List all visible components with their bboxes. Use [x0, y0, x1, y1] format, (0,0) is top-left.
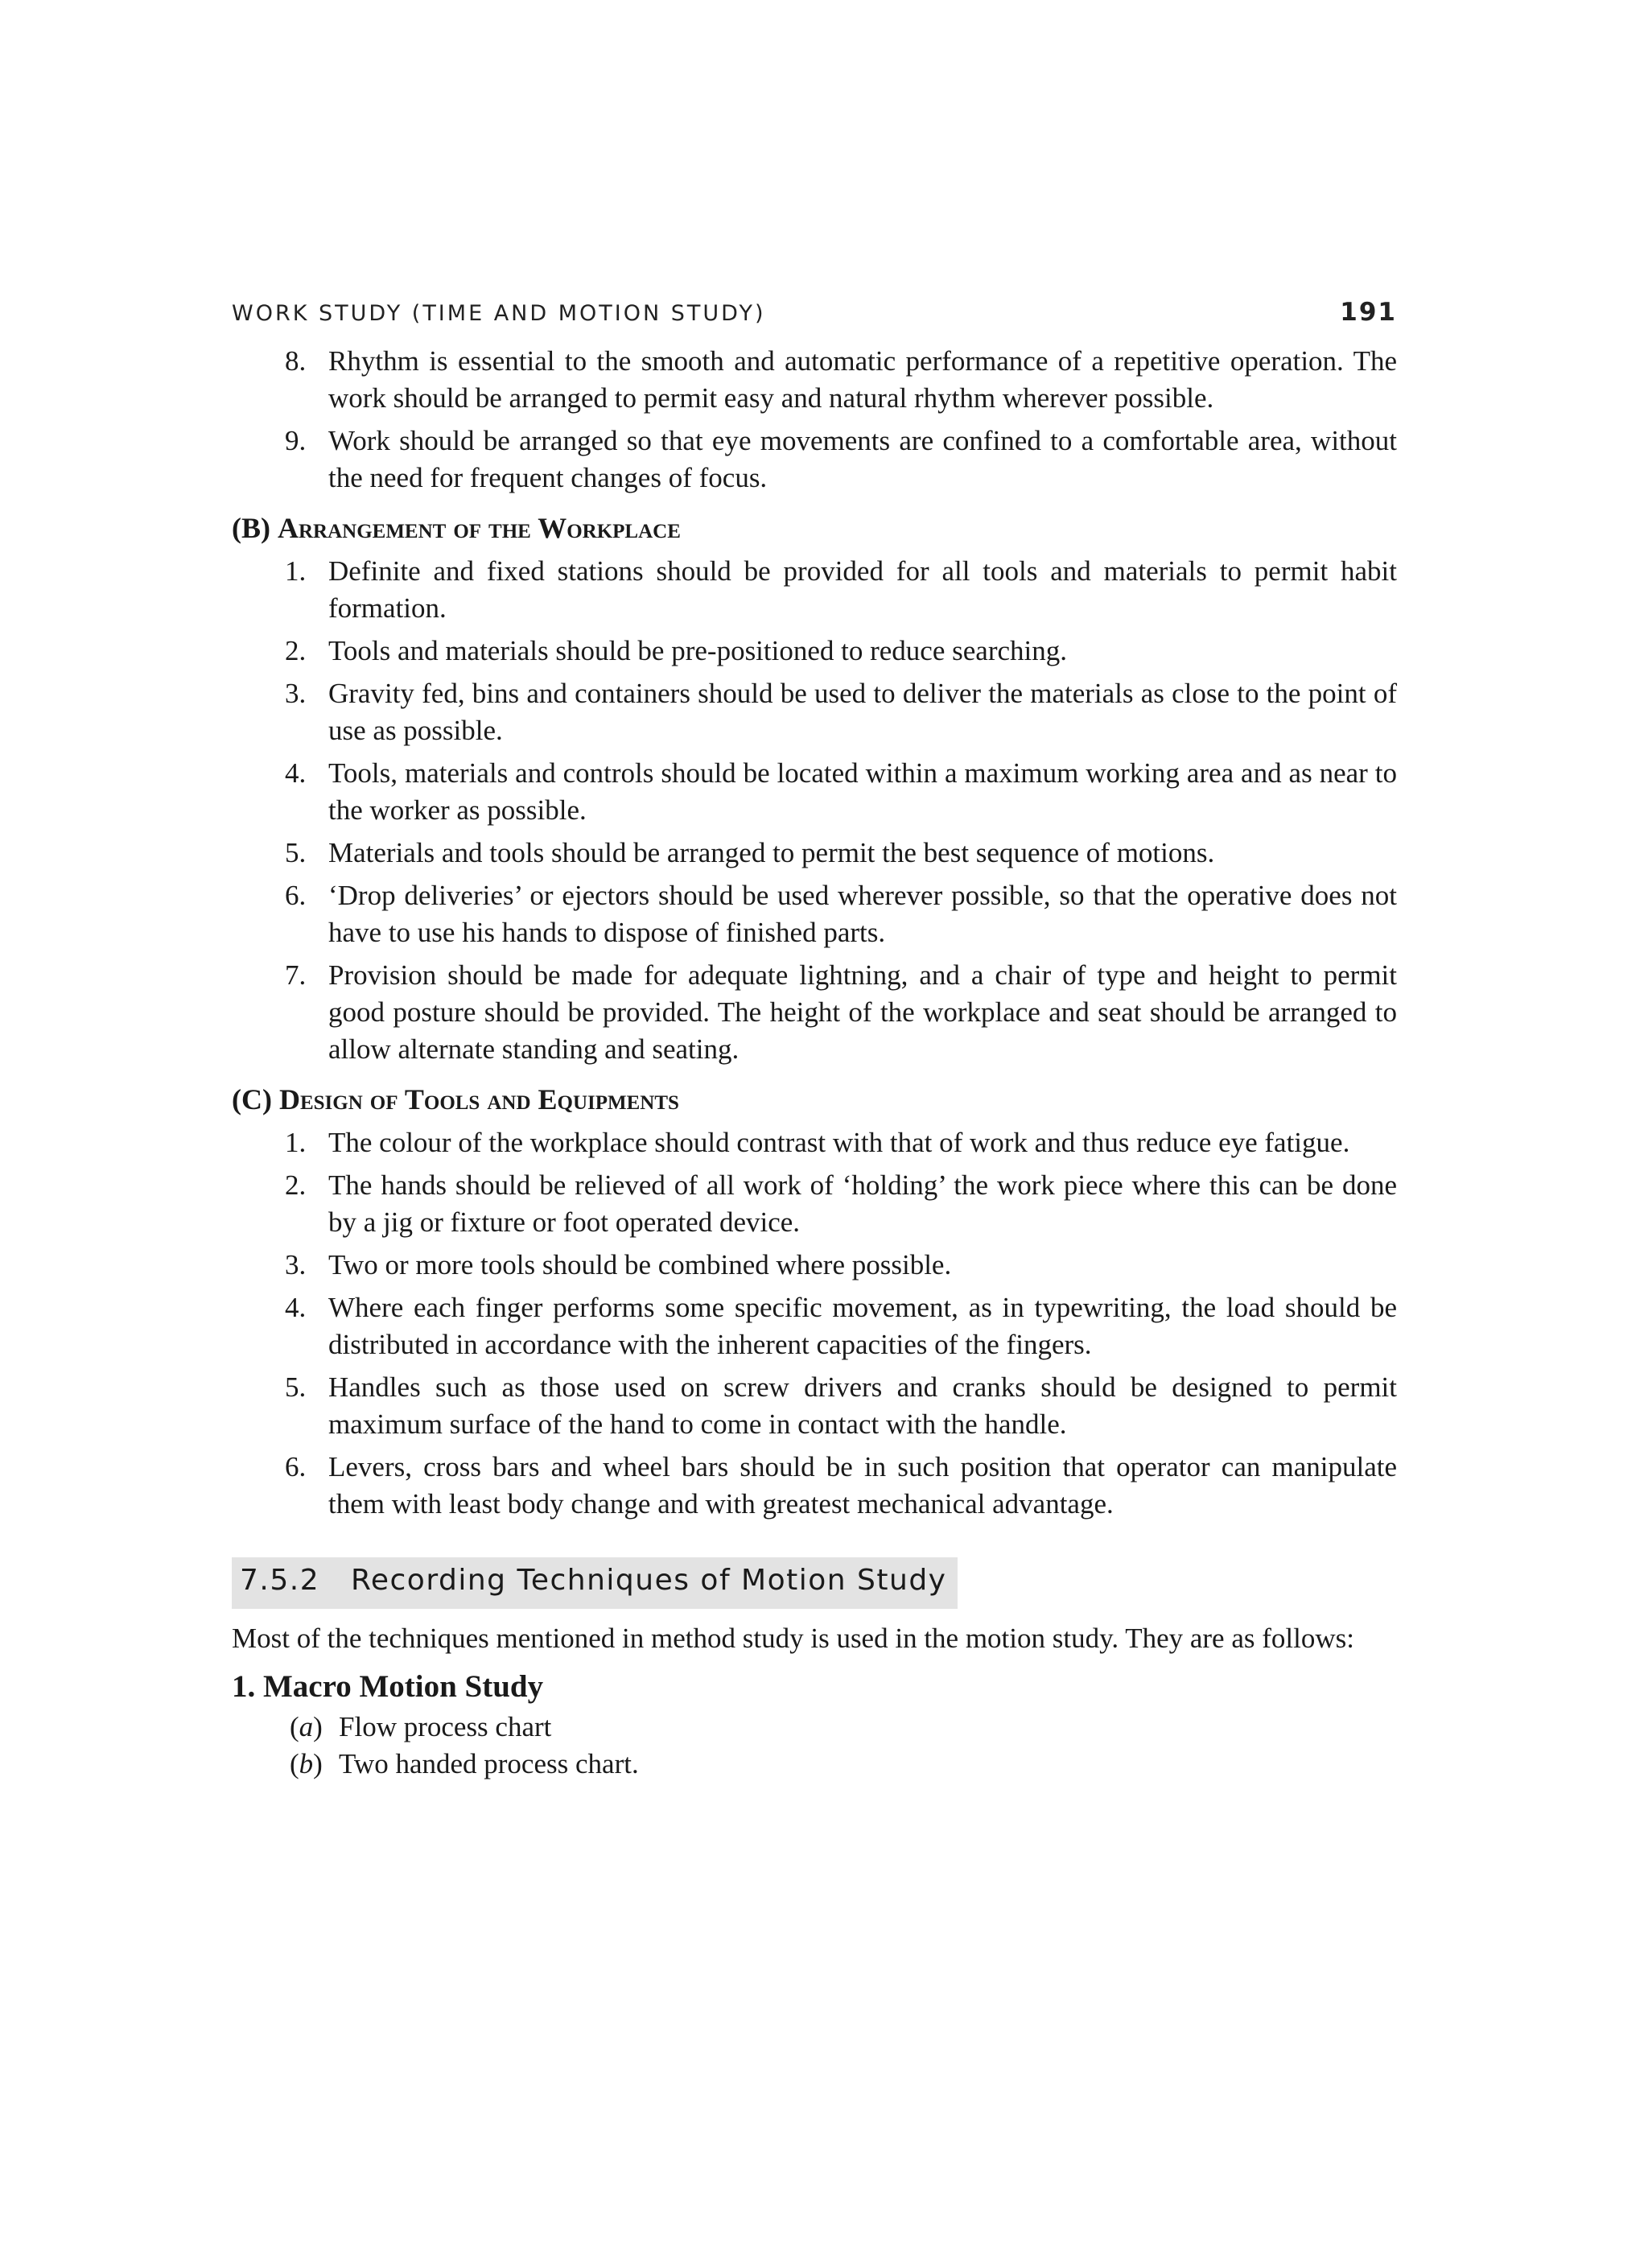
item-number: 1.: [285, 555, 307, 587]
section-heading-c: [232, 1081, 1397, 1118]
item-text: Levers, cross bars and wheel bars should be in such position that operator can manipulate them with least body change and with greatest mechanical advantage.: [328, 1451, 1397, 1520]
item-text: The colour of the workplace should contrast with that of work and thus reduce eye fatigue.: [328, 1127, 1350, 1158]
list-item: [232, 1449, 1397, 1523]
item-number: 8.: [285, 345, 307, 377]
running-title: WORK STUDY (TIME AND MOTION STUDY): [232, 301, 766, 326]
item-text: Gravity fed, bins and containers should be used to deliver the materials as close to the point of use as possible.: [328, 678, 1397, 746]
item-text: Two handed process chart.: [339, 1748, 639, 1779]
item-text: ‘Drop deliveries’ or ejectors should be used wherever possible, so that the operative does not have to use his hands to dispose of finished parts.: [328, 880, 1397, 948]
item-number: 4.: [285, 757, 307, 789]
list-item: [232, 1709, 1397, 1746]
list-item: [232, 957, 1397, 1068]
list-item: [232, 633, 1397, 670]
item-number: 4.: [285, 1292, 307, 1323]
item-text: Tools, materials and controls should be located within a maximum working area and as near to the worker as possible.: [328, 757, 1397, 826]
list-item: [232, 1746, 1397, 1783]
item-number: 7.: [285, 959, 307, 991]
page-number: 191: [1340, 298, 1397, 327]
item-text: Provision should be made for adequate lightning, and a chair of type and height to permit good posture should be provided. The height of the workplace and seat should be arranged to allow alternate standing and seating.: [328, 959, 1397, 1065]
item-number: 5.: [285, 837, 307, 868]
item-number: 3.: [285, 678, 307, 709]
item-text: Rhythm is essential to the smooth and automatic performance of a repetitive operation. The work should be arranged to permit easy and natural rhythm wherever possible.: [328, 345, 1397, 414]
item-text: Work should be arranged so that eye movements are confined to a comfortable area, without the need for frequent changes of focus.: [328, 425, 1397, 493]
item-text: Tools and materials should be pre-positioned to reduce searching.: [328, 635, 1067, 666]
list-item: [232, 877, 1397, 951]
subsection-heading: [232, 1557, 958, 1609]
item-text: Materials and tools should be arranged to permit the best sequence of motions.: [328, 837, 1215, 868]
section-b-list: [232, 553, 1397, 1068]
body-text: [232, 343, 1397, 1783]
subsection-intro: Most of the techniques mentioned in method study is used in the motion study. They are as follows:: [232, 1623, 1354, 1654]
item-text: Where each finger performs some specific movement, as in typewriting, the load should be distributed in accordance with the inherent capacities of the fingers.: [328, 1292, 1397, 1360]
subsection-number: 7.5.2: [240, 1564, 320, 1597]
book-page: [232, 298, 1397, 1783]
section-title: Design of Tools and Equipments: [278, 1083, 679, 1115]
item-number: 9.: [285, 425, 307, 456]
item-text: Two or more tools should be combined where possible.: [328, 1249, 952, 1280]
section-title: Arrangement of the Workplace: [278, 512, 681, 544]
list-item: [232, 343, 1397, 417]
macro-motion-heading: 1. Macro Motion Study: [232, 1669, 544, 1704]
item-text: The hands should be relieved of all work of ‘holding’ the work piece where this can be done by a jig or fixture or foot operated device.: [328, 1169, 1397, 1238]
item-text: Handles such as those used on screw drivers and cranks should be designed to permit maximum surface of the hand to come in contact with the handle.: [328, 1371, 1397, 1440]
item-text: Definite and fixed stations should be provided for all tools and materials to permit habit formation.: [328, 555, 1397, 624]
item-number: 1.: [285, 1127, 307, 1158]
item-number: 3.: [285, 1249, 307, 1280]
list-item: [232, 1124, 1397, 1161]
macro-list: [232, 1709, 1397, 1783]
list-item: [232, 1167, 1397, 1241]
item-number: 2.: [285, 1169, 307, 1201]
list-item: [232, 675, 1397, 749]
intro-list: [232, 343, 1397, 497]
list-item: [232, 755, 1397, 829]
item-number: 5.: [285, 1371, 307, 1403]
subsection-title: Recording Techniques of Motion Study: [350, 1564, 947, 1597]
item-number: 6.: [285, 1451, 307, 1482]
section-heading-b: [232, 509, 1397, 546]
section-c-list: [232, 1124, 1397, 1523]
item-number: 2.: [285, 635, 307, 666]
list-item: [232, 1247, 1397, 1284]
running-header: [232, 298, 1397, 343]
item-text: Flow process chart: [339, 1711, 552, 1742]
item-label: (b): [290, 1748, 323, 1779]
section-label: (B): [232, 512, 270, 544]
list-item: [232, 553, 1397, 627]
list-item: [232, 423, 1397, 497]
item-number: 6.: [285, 880, 307, 911]
section-label: (C): [232, 1083, 272, 1115]
item-label: (a): [290, 1711, 323, 1742]
list-item: [232, 1369, 1397, 1443]
list-item: [232, 835, 1397, 872]
list-item: [232, 1289, 1397, 1363]
